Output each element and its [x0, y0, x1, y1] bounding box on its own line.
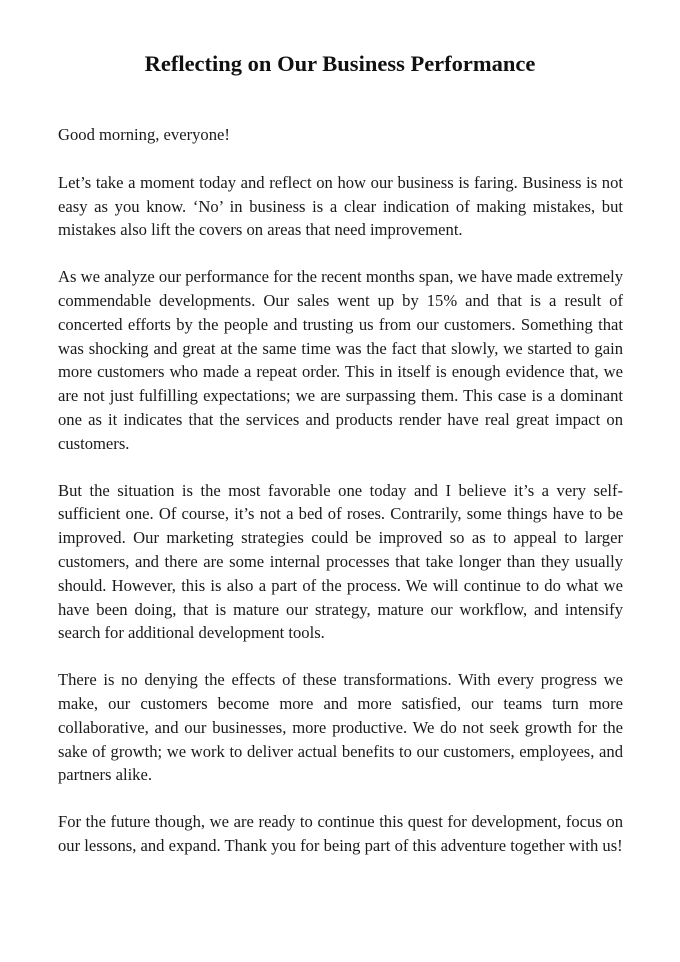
- document-title: Reflecting on Our Business Performance: [144, 51, 536, 76]
- paragraph-performance: As we analyze our performance for the recent months span, we have made extremely commendable developments. Our sales went up by 15% and that is a result of concerted efforts by the people and trusting us from our customers. Something that was shocking and great at the same time was the fact that slowly, we started to gain more customers who made a repeat order. This in itself is enough evidence that, we are not just fulfilling expectations; we are surpassing them. This case is a dominant one as it indicates that the services and products render have real great impact on customers.: [58, 267, 623, 453]
- paragraph-future: For the future though, we are ready to continue this quest for development, focus on our lessons, and expand. Thank you for being part of this adventure together with us!: [58, 812, 623, 855]
- document-body: [58, 123, 623, 881]
- paragraph-improvements: But the situation is the most favorable one today and I believe it’s a very self-sufficient one. Of course, it’s not a bed of roses. Contrarily, some things have to be improved. Our marketing strategies could be improved so as to appeal to larger customers, and there are some internal processes that take longer than they usually should. However, this is also a part of the process. We will continue to do what we have been doing, that is mature our strategy, mature our workflow, and intensify search for additional development tools.: [58, 480, 623, 643]
- paragraph-transformations: There is no denying the effects of these transformations. With every progress we make, our customers become more and more satisfied, our teams turn more collaborative, and our businesses, more productive. We do not seek growth for the sake of growth; we work to deliver actual benefits to our customers, employees, and partners alike.: [58, 670, 623, 785]
- greeting-paragraph: Good morning, everyone!: [58, 125, 230, 144]
- paragraph-reflection: Let’s take a moment today and reflect on how our business is faring. Business is not easy as you know. ‘No’ in business is a clear indication of making mistakes, but mistakes also lift the covers on areas that need improvement.: [58, 172, 623, 240]
